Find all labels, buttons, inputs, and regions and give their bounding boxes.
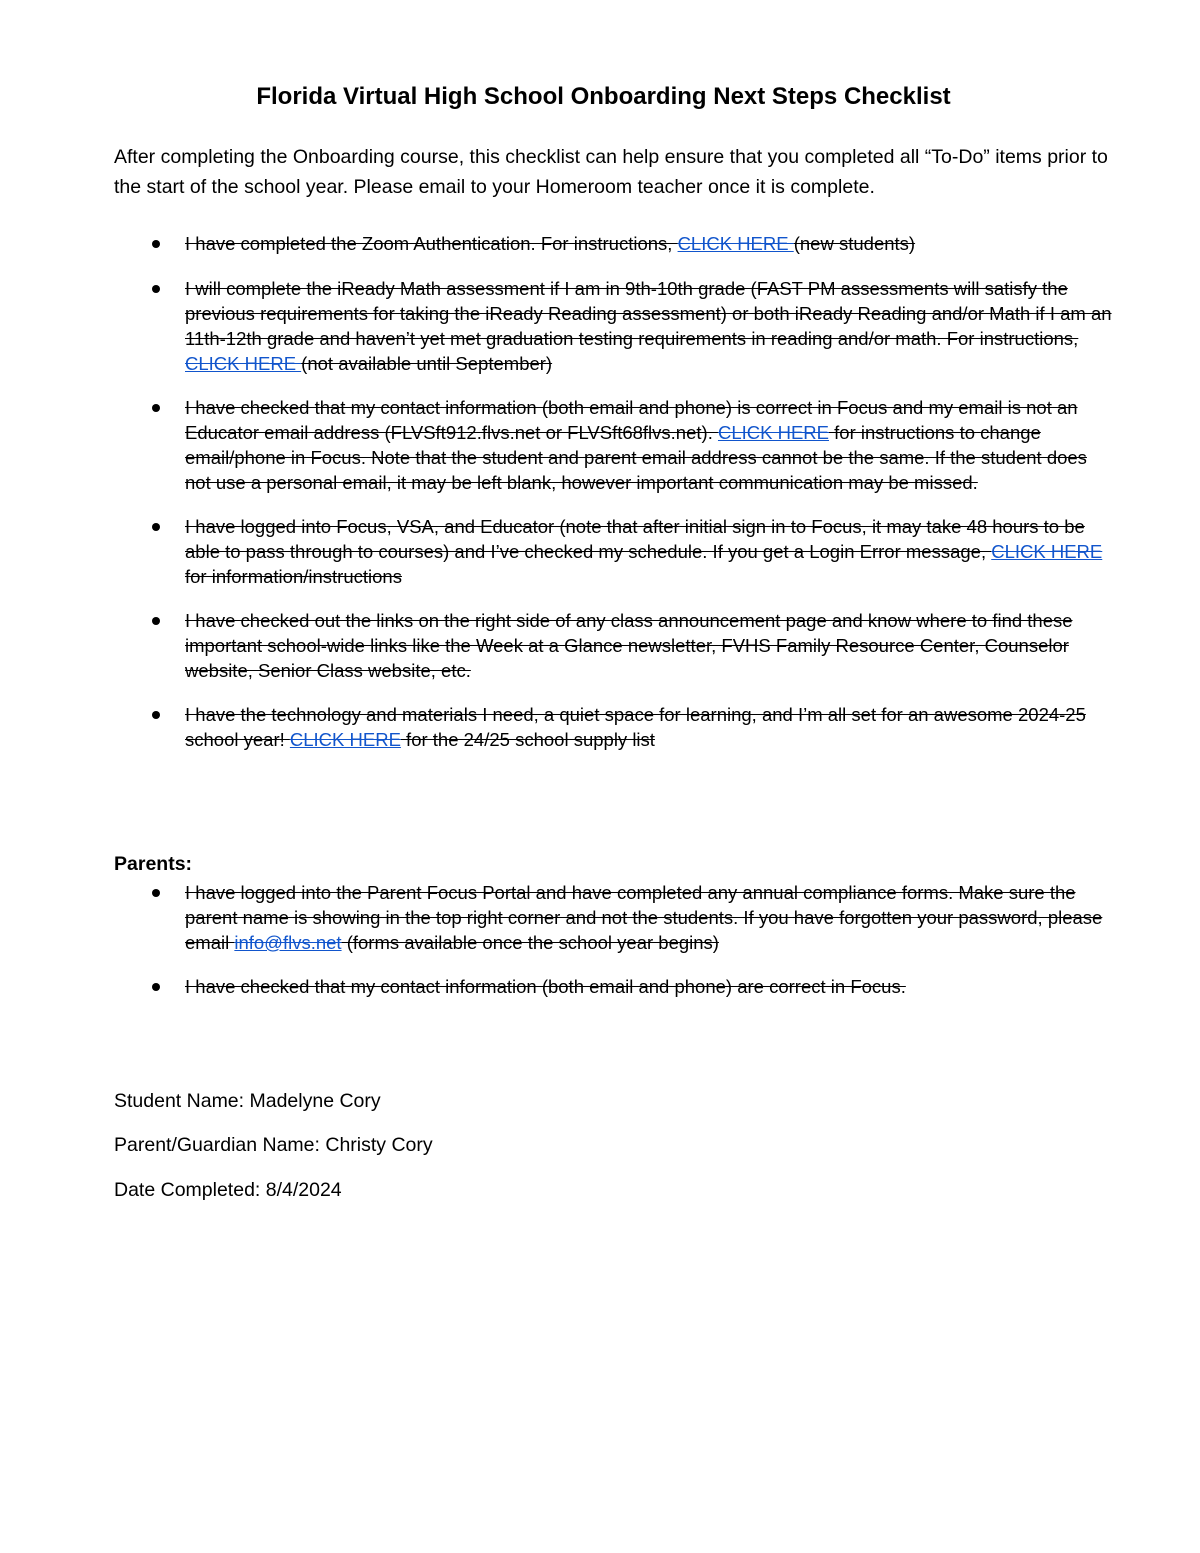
bullet-icon <box>152 711 160 719</box>
list-item <box>114 702 1114 752</box>
item-text: I have logged into the Parent Focus Portal and have completed any annual compliance forms. Make sure the parent name is showing in the top right corner and not the students. If you have forgotten your password, please email <box>185 882 1103 953</box>
item-text: I have completed the Zoom Authentication. For instructions, <box>185 233 678 254</box>
click-here-link[interactable]: CLICK HERE <box>717 422 829 443</box>
click-here-link[interactable]: CLICK HERE <box>677 233 794 254</box>
date-completed: Date Completed: 8/4/2024 <box>114 1179 342 1201</box>
student-checklist <box>114 231 1114 752</box>
item-text: I have checked that my contact information (both email and phone) are correct in Focus. <box>185 976 906 997</box>
bullet-icon <box>152 240 160 248</box>
parent-checklist <box>114 880 1114 999</box>
item-text: for information/instructions <box>185 566 402 587</box>
list-item <box>114 974 1114 999</box>
item-text: for instructions to change email/phone in Focus. Note that the student and parent email address cannot be the same. If the student does not use a personal email, it may be left blank, however important communication may be missed. <box>185 422 1087 493</box>
item-text: I have logged into Focus, VSA, and Educator (note that after initial sign in to Focus, it may take 48 hours to be able to pass through to courses) and I’ve checked my schedule. If you get a Login Error message, <box>185 516 1085 562</box>
item-text: (not available until September) <box>301 353 553 374</box>
item-text: for the 24/25 school supply list <box>400 729 655 750</box>
email-link[interactable]: info@flvs.net <box>234 932 342 953</box>
item-text: I have checked out the links on the right side of any class announcement page and know where to find these important school-wide links like the Week at a Glance newsletter, FVHS Family Resource Center, Counselor website, Senior Class website, etc. <box>185 610 1073 681</box>
item-text: I will complete the iReady Math assessment if I am in 9th-10th grade (FAST PM assessments will satisfy the previous requirements for taking the iReady Reading assessment) or both iReady Reading and/or Math if I am an 11th-12th grade and haven’t yet met graduation testing requirements in reading and/or math. For instructions, <box>185 278 1112 349</box>
item-text: I have checked that my contact information (both email and phone) is correct in Focus and my email is not an Educator email address (FLVSft912.flvs.net or FLVSft68flvs.net). <box>185 397 1078 443</box>
item-text: (new students) <box>793 233 916 254</box>
list-item <box>114 514 1114 589</box>
list-item <box>114 880 1114 955</box>
click-here-link[interactable]: CLICK HERE <box>991 541 1103 562</box>
item-text: (forms available once the school year begins) <box>341 932 719 953</box>
bullet-icon <box>152 889 160 897</box>
guardian-name: Parent/Guardian Name: Christy Cory <box>114 1134 433 1156</box>
click-here-link[interactable]: CLICK HERE <box>185 353 302 374</box>
list-item <box>114 395 1114 495</box>
click-here-link[interactable]: CLICK HERE <box>289 729 401 750</box>
page-title: Florida Virtual High School Onboarding Next Steps Checklist <box>256 83 951 110</box>
bullet-icon <box>152 285 160 293</box>
list-item <box>114 276 1114 376</box>
list-item <box>114 231 1114 256</box>
item-text: I have the technology and materials I need, a quiet space for learning, and I’m all set for an awesome 2024-25 school year! <box>185 704 1086 750</box>
bullet-icon <box>152 404 160 412</box>
parents-heading: Parents: <box>114 853 193 875</box>
bullet-icon <box>152 983 160 991</box>
list-item <box>114 608 1114 683</box>
bullet-icon <box>152 617 160 625</box>
bullet-icon <box>152 523 160 531</box>
intro-paragraph: After completing the Onboarding course, this checklist can help ensure that you completed all “To-Do” items prior to the start of the school year. Please email to your Homeroom teacher once it is complete. <box>114 146 1108 198</box>
student-name: Student Name: Madelyne Cory <box>114 1090 381 1112</box>
